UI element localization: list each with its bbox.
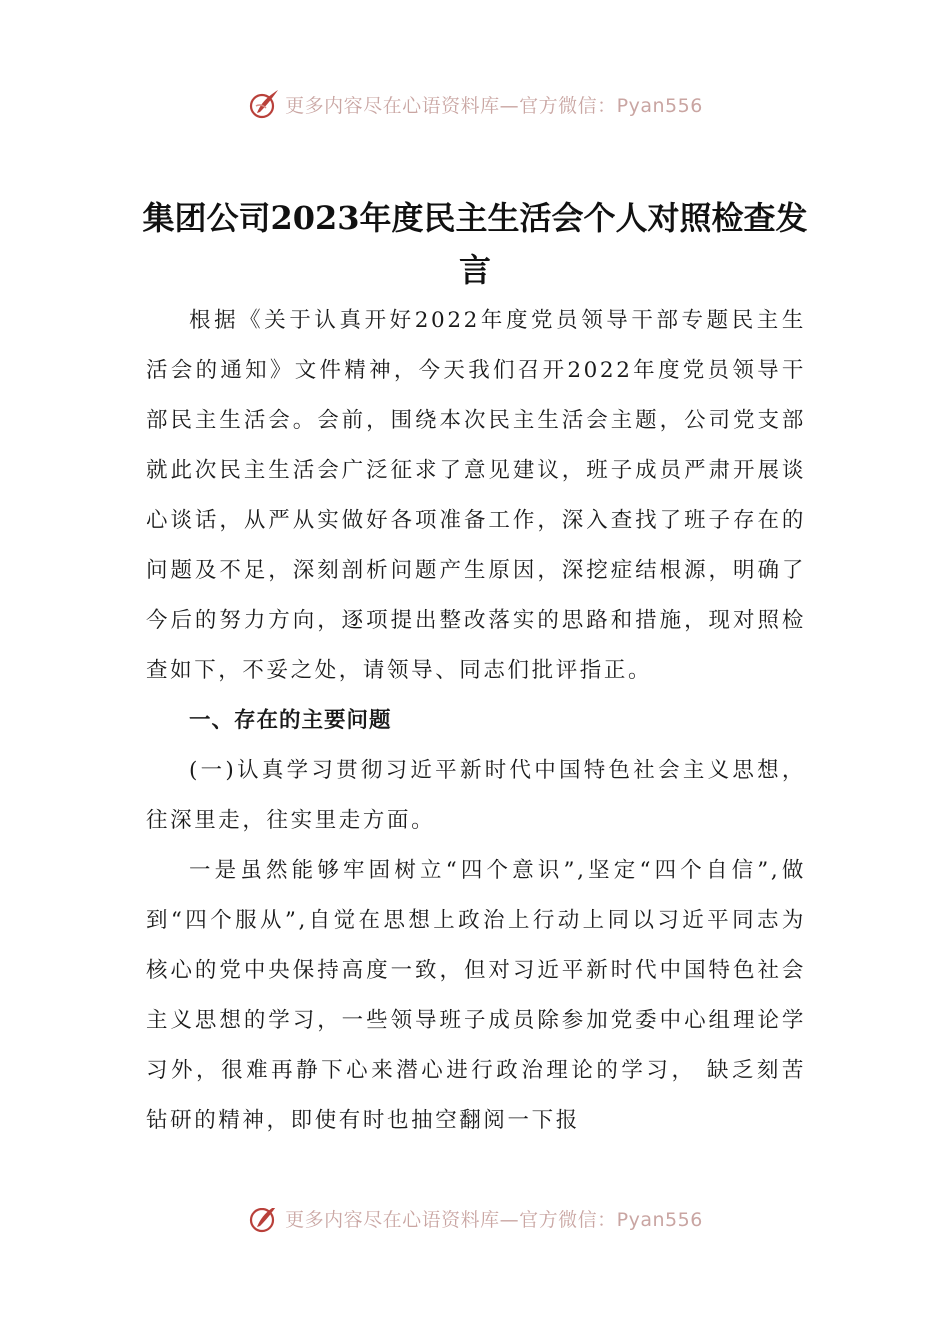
quill-seal-icon — [247, 87, 281, 121]
watermark-text: 更多内容尽在心语资料库—官方微信：Pyan556 — [285, 1208, 703, 1231]
watermark-footer — [0, 1208, 950, 1238]
document-title: 集团公司2023年度民主生活会个人对照检查发言 — [142, 199, 808, 289]
watermark-header — [0, 84, 950, 124]
body-paragraph: 一是虽然能够牢固树立“四个意识”,坚定“四个自信”,做到“四个服从”,自觉在思想上政治上行动上同以习近平同志为核心的党中央保持高度一致，但对习近平新时代中国特色社会主义思想的学习，一些领导班子成员除参加党委中心组理论学习外，很难再静下心来潜心进行政治理论的学习， 缺乏刻苦钻研的精神，即使有时也抽空翻阅一下报 — [146, 858, 806, 1133]
intro-paragraph: 根据《关于认真开好2022年度党员领导干部专题民主生活会的通知》文件精神，今天我们召开2022年度党员领导干部民主生活会。会前，围绕本次民主生活会主题，公司党支部就此次民主生活会广泛征求了意见建议，班子成员严肃开展谈心谈话，从严从实做好各项准备工作，深入查找了班子存在的问题及不足，深刻剖析问题产生原因，深挖症结根源，明确了今后的努力方向，逐项提出整改落实的思路和措施，现对照检查如下，不妥之处，请领导、同志们批评指正。 — [146, 308, 806, 683]
watermark-text: 更多内容尽在心语资料库—官方微信：Pyan556 — [285, 94, 703, 117]
section-heading: 一、存在的主要问题 — [189, 708, 392, 733]
document-body — [146, 296, 806, 1146]
subsection-heading: (一)认真学习贯彻习近平新时代中国特色社会主义思想，往深里走，往实里走方面。 — [146, 758, 806, 833]
quill-seal-icon — [247, 1208, 281, 1235]
